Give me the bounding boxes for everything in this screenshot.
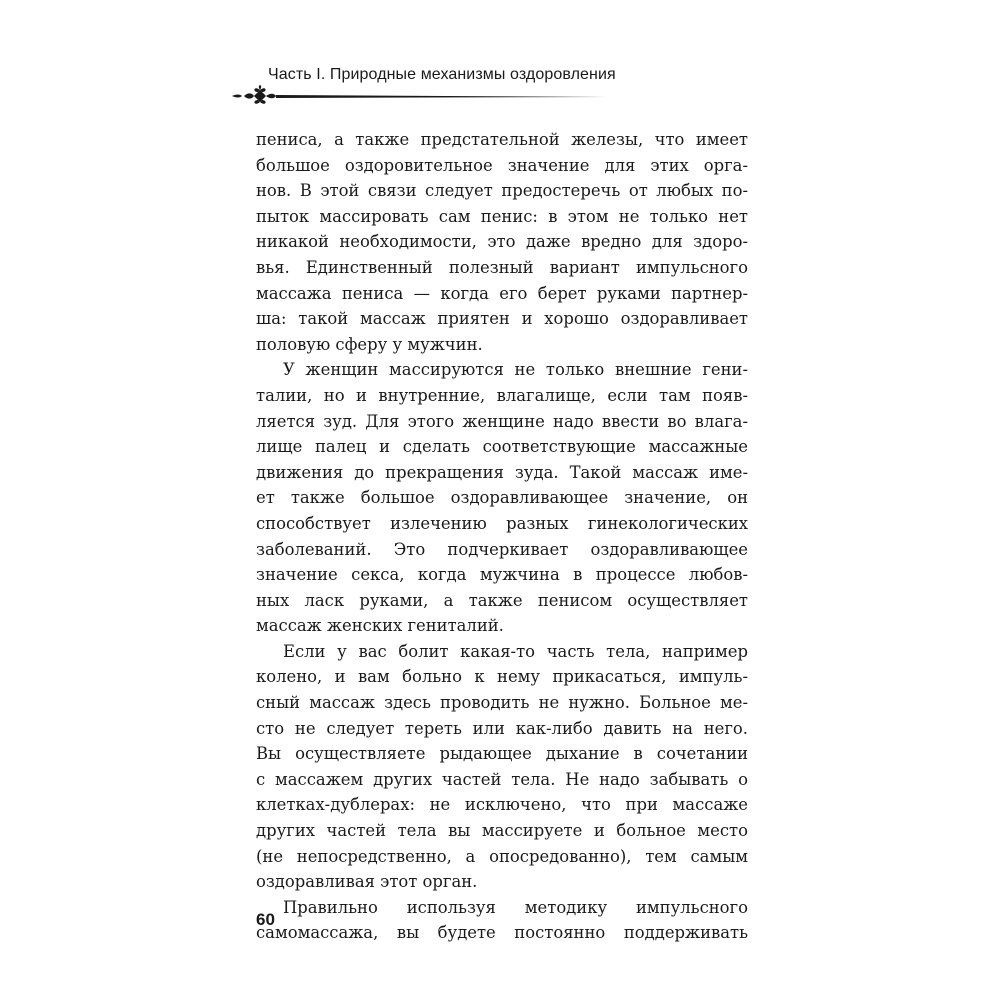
text-line: оздоравливая этот орган. bbox=[256, 872, 478, 892]
text-line: сный массаж здесь проводить не нужно. Больное ме- bbox=[256, 693, 748, 713]
text-line: пениса, а также предстательной железы, что имеет bbox=[256, 130, 748, 149]
text-line: Вы осуществляете рыдающее дыхание в сочетании bbox=[256, 744, 748, 764]
text-line: (не непосредственно, а опосредованно), тем самым bbox=[256, 846, 748, 866]
text-line: Правильно используя методику импульсного bbox=[283, 897, 748, 917]
text-line: талии, но и внутренние, влагалище, если там появ- bbox=[256, 385, 748, 405]
body-text bbox=[256, 127, 748, 946]
text-line: лище палец и сделать соответствующие массажные bbox=[256, 437, 748, 457]
page-number: 60 bbox=[256, 910, 275, 929]
text-line: других частей тела вы массируете и больное место bbox=[256, 821, 748, 841]
text-line: ет также большое оздоравливающее значение, он bbox=[256, 488, 748, 508]
leaf-flourish-icon bbox=[230, 84, 610, 110]
text-line: значение секса, когда мужчина в процессе любов- bbox=[256, 565, 748, 585]
text-line: вья. Единственный полезный вариант импульсного bbox=[256, 257, 748, 277]
paragraph bbox=[256, 127, 748, 357]
text-line: самомассажа, вы будете постоянно поддерживать bbox=[256, 923, 748, 943]
text-line: большое оздоровительное значение для этих орга- bbox=[256, 155, 748, 175]
text-line: никакой необходимости, это даже вредно для здоро- bbox=[256, 232, 748, 252]
text-line: колено, и вам больно к нему прикасаться, импуль- bbox=[256, 667, 748, 687]
text-line: ша: такой массаж приятен и хорошо оздоравливает bbox=[256, 309, 748, 329]
paragraph bbox=[256, 357, 748, 639]
text-line: нов. В этой связи следует предостеречь от любых по- bbox=[256, 181, 748, 201]
text-line: движения до прекращения зуда. Такой массаж име- bbox=[256, 462, 748, 482]
text-line: Если у вас болит какая-то часть тела, например bbox=[283, 641, 748, 661]
running-head-title: Часть I. Природные механизмы оздоровления bbox=[268, 66, 616, 83]
text-line: массаж женских гениталий. bbox=[256, 616, 504, 636]
text-line: У женщин массируются не только внешние гени- bbox=[283, 360, 748, 380]
text-line: массажа пениса — когда его берет руками партнер- bbox=[256, 283, 748, 303]
text-line: заболеваний. Это подчеркивает оздоравливающее bbox=[256, 539, 748, 559]
text-line: клетках-дублерах: не исключено, что при массаже bbox=[256, 795, 748, 815]
paragraph bbox=[256, 639, 748, 895]
paragraph bbox=[256, 895, 748, 946]
text-line: ных ласк руками, а также пенисом осуществляет bbox=[256, 590, 748, 610]
text-line: способствует излечению разных гинекологических bbox=[256, 513, 748, 533]
text-line: ляется зуд. Для этого женщине надо ввести во влага- bbox=[256, 411, 748, 431]
running-head bbox=[230, 62, 750, 112]
text-line: с массажем других частей тела. Не надо забывать о bbox=[256, 769, 748, 789]
text-line: половую сферу у мужчин. bbox=[256, 334, 483, 354]
text-line: пыток массировать сам пенис: в этом не только нет bbox=[256, 206, 748, 226]
text-line: сто не следует тереть или как-либо давить на него. bbox=[256, 718, 748, 738]
